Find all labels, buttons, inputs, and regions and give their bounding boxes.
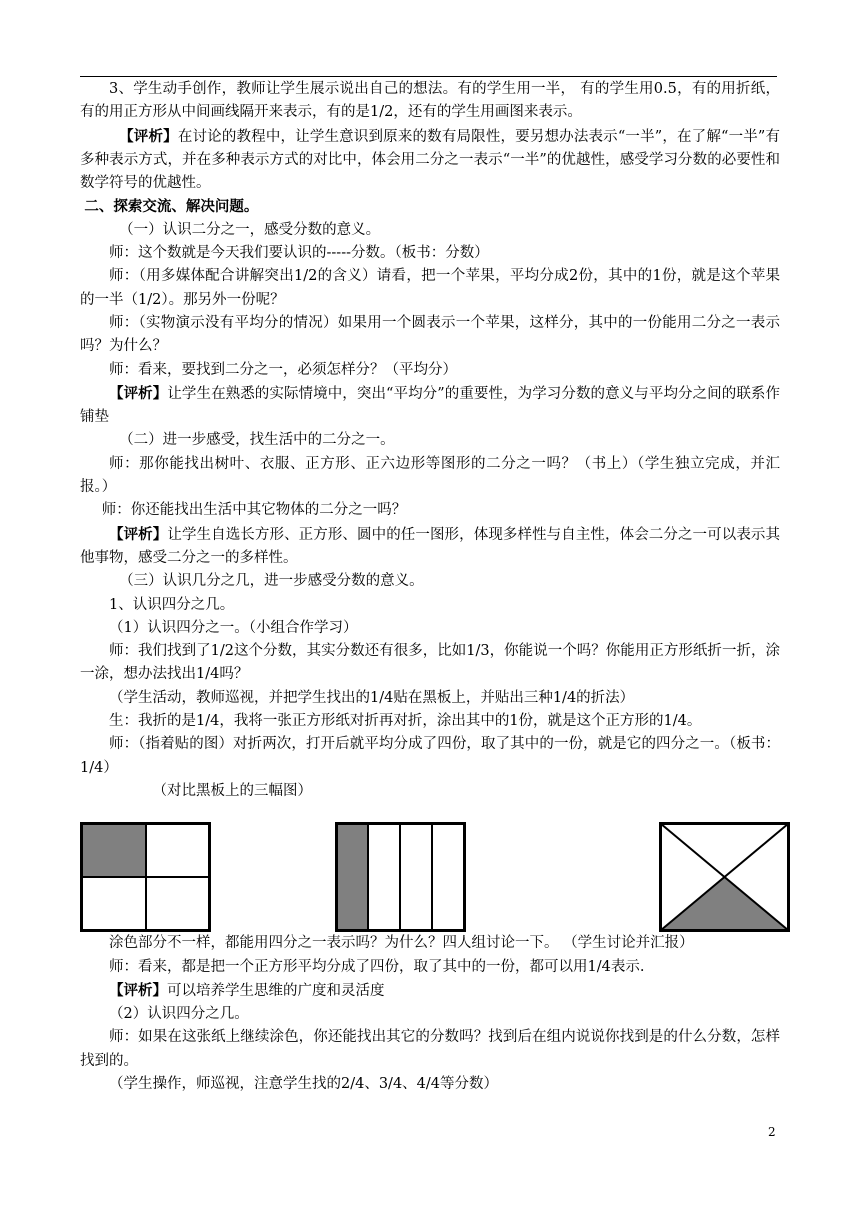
subsection-heading-3: （三）认识几分之几，进一步感受分数的意义。 (119, 573, 424, 590)
figure-quarter-square-strips (335, 822, 467, 932)
paragraph-teacher-10: 师：如果在这张纸上继续涂色，你还能找出其它的分数吗？找到后在组内说说你找到是的什么分数，怎样找到的。 (80, 1029, 780, 1069)
shaded-triangle (661, 877, 789, 931)
subsection-heading-2: （二）进一步感受，找生活中的二分之一。 (119, 432, 395, 449)
paragraph-comment-3 (80, 523, 780, 571)
paragraph-comment-1 (80, 125, 780, 196)
section-heading-2: 二、探索交流、解决问题。 (84, 198, 259, 216)
shaded-strip (337, 824, 369, 931)
figure-quarter-square-diagonals (659, 822, 791, 932)
figure-row (80, 822, 780, 932)
figure-quarter-square-grid (80, 822, 212, 932)
paragraph-teacher-3: 师：（实物演示没有平均分的情况）如果用一个圆表示一个苹果，这样分，其中的一份能用二分之一表示吗？为什么？ (80, 314, 780, 355)
shaded-quarter (82, 824, 147, 878)
paragraph-teacher-8: 师：（指着贴的图）对折两次，打开后就平均分成了四份，取了其中的一份，就是它的四分之一。（板书：1/4） (80, 736, 780, 776)
page-number: 2 (768, 1125, 776, 1139)
paragraph-teacher-1: 师：这个数就是今天我们要认识的-----分数。（板书：分数） (109, 245, 489, 262)
paragraph-discussion: 涂色部分不一样，都能用四分之一表示吗？为什么？四人组讨论一下。 （学生讨论并汇报） (109, 935, 694, 952)
paragraph-teacher-7: 师：我们找到了1/2这个分数，其实分数还有很多，比如1/3，你能说一个吗？你能用正方形纸折一折，涂一涂，想办法找出1/4吗？ (80, 643, 780, 683)
comment-tag: 【评析】 (119, 127, 178, 145)
paragraph-teacher-4: 师：看来，要找到二分之一，必须怎样分？（平均分） (109, 361, 457, 378)
comment-text: 让学生自选长方形、正方形、圆中的任一图形，体现多样性与自主性，体会二分之一可以表示其他事物，感受二分之一的多样性。 (80, 526, 780, 566)
paragraph-comment-2 (80, 382, 780, 430)
comment-text: 可以培养学生思维的广度和灵活度 (167, 982, 385, 999)
subsection-heading-1: （一）认识二分之一，感受分数的意义。 (119, 221, 381, 238)
paragraph-teacher-9: 师：看来，都是把一个正方形平均分成了四份，取了其中的一份，都可以用1/4表示. (109, 958, 645, 975)
paragraph-compare: （对比黑板上的三幅图） (152, 782, 312, 799)
item-heading-1: 1、认识四分之几。 (109, 596, 235, 613)
paragraph-student-answer: 生：我折的是1/4，我将一张正方形纸对折再对折，涂出其中的1份，就是这个正方形的1/4。 (109, 713, 702, 730)
comment-tag: 【评析】 (109, 981, 167, 999)
item-heading-1-2: （2）认识四分之几。 (109, 1006, 249, 1023)
paragraph-teacher-6: 师：你还能找出生活中其它物体的二分之一吗？ (101, 502, 407, 519)
comment-tag: 【评析】 (109, 384, 168, 402)
page-content (80, 78, 780, 1096)
header-rule (80, 76, 777, 77)
comment-text: 在讨论的教程中，让学生意识到原来的数有局限性，要另想办法表示“一半”，在了解“一半”有多种表示方式，并在多种表示方式的对比中，体会用二分之一表示“一半”的优越性，感受学习分数的必要性和数学符号的优越性。 (80, 128, 780, 192)
comment-tag: 【评析】 (109, 525, 168, 543)
item-heading-1-1: （1）认识四分之一。（小组合作学习） (109, 619, 358, 636)
comment-text: 让学生在熟悉的实际情境中，突出“平均分”的重要性，为学习分数的意义与平均分之间的联系作铺垫 (80, 385, 781, 426)
paragraph-activity: （学生活动，教师巡视，并把学生找出的1/4贴在黑板上，并贴出三种1/4的折法） (109, 689, 635, 706)
paragraph-student-creation: 3、学生动手创作，教师让学生展示说出自己的想法。有的学生用一半， 有的学生用0.5，有的用折纸，有的用正方形从中间画线隔开来表示，有的是1/2，还有的学生用画图来表示。 (80, 81, 780, 121)
paragraph-teacher-5: 师：那你能找出树叶、衣服、正方形、正六边形等图形的二分之一吗？（书上）（学生独立完成，并汇报。） (80, 455, 780, 496)
paragraph-teacher-2: 师：（用多媒体配合讲解突出1/2的含义）请看，把一个苹果，平均分成2份，其中的1份，就是这个苹果的一半（1/2）。那另外一份呢？ (80, 268, 780, 308)
paragraph-comment-4 (80, 979, 780, 1003)
paragraph-operation: （学生操作，师巡视，注意学生找的2/4、3/4、4/4等分数） (109, 1075, 499, 1092)
